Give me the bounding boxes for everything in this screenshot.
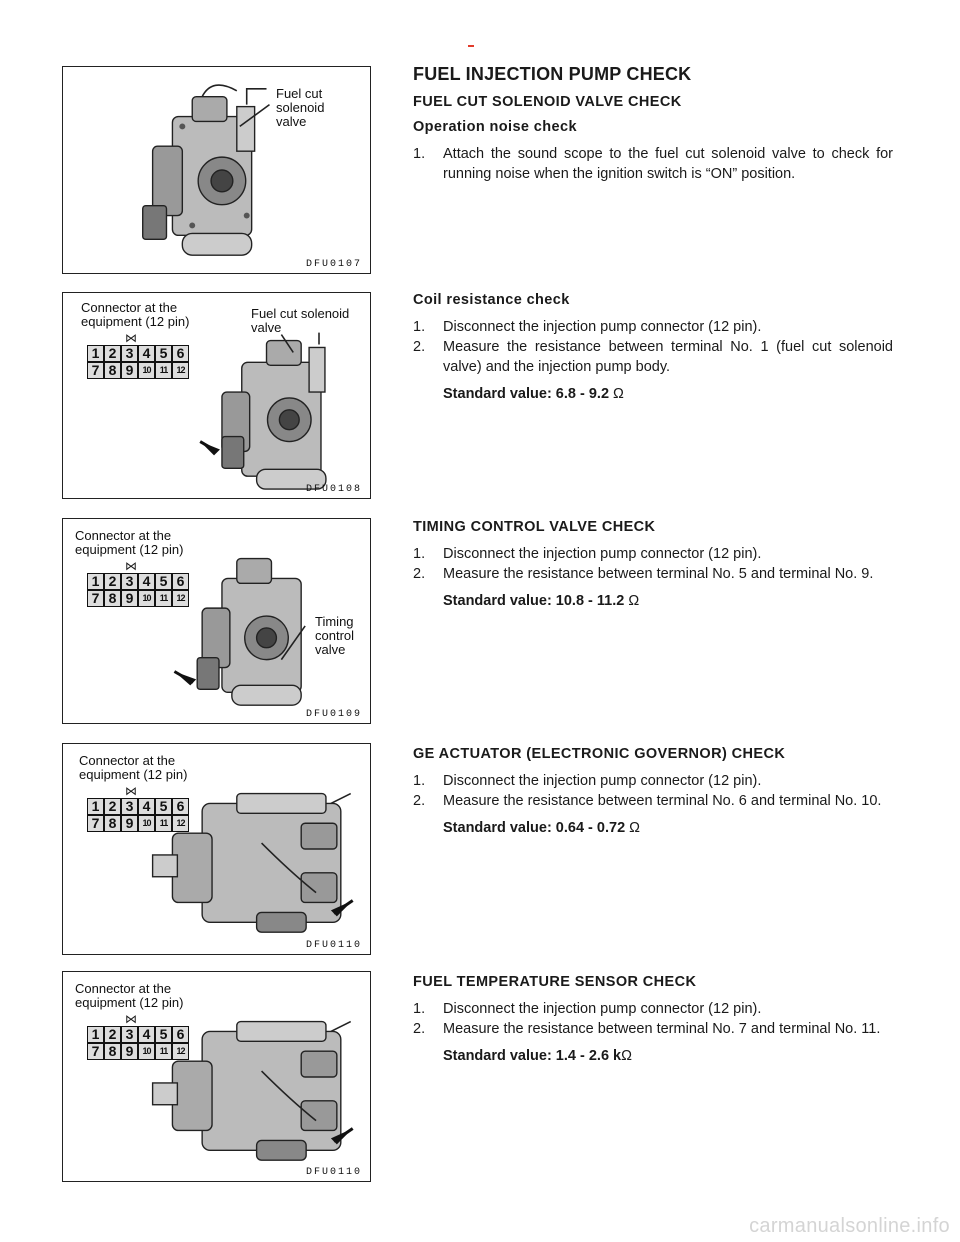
pin-12: 12 [172, 362, 189, 379]
key-mark-icon: ⋈ [125, 331, 137, 345]
ohm-symbol: Ω [621, 1048, 632, 1064]
callout-line: Timing [315, 614, 354, 629]
figure-code: DFU0110 [305, 1167, 362, 1178]
section-fuel-temperature [413, 974, 893, 1064]
callout-line: valve [315, 642, 346, 657]
pin-10: 10 [138, 590, 155, 607]
key-mark-icon: ⋈ [125, 559, 137, 573]
standard-value: Standard value: 6.8 - 9.2 Ω [443, 386, 624, 402]
step-item: 1. Disconnect the injection pump connector (12 pin). [413, 1001, 762, 1017]
pin-5: 5 [155, 573, 172, 590]
pin-11: 11 [155, 815, 172, 832]
header-mark [468, 45, 474, 47]
pin-1: 1 [87, 573, 104, 590]
pin-8: 8 [104, 1043, 121, 1060]
connector-label-line: equipment (12 pin) [81, 314, 190, 329]
section-timing-control [413, 519, 893, 609]
callout-line: Fuel cut solenoid [251, 306, 350, 321]
section-subtitle: Operation noise check [413, 119, 577, 135]
callout-line: Fuel cut [276, 86, 323, 101]
pin-1: 1 [87, 345, 104, 362]
pin-4: 4 [138, 345, 155, 362]
pin-11: 11 [155, 362, 172, 379]
step-item: 1. Disconnect the injection pump connector (12 pin). [413, 319, 762, 335]
watermark: carmanualsonline.info [749, 1215, 950, 1237]
pin-4: 4 [138, 1026, 155, 1043]
section-fuel-cut-solenoid [413, 64, 893, 184]
ohm-symbol: Ω [629, 820, 641, 836]
section-subtitle: Coil resistance check [413, 292, 570, 308]
figure-code: DFU0110 [305, 940, 362, 951]
section-title: FUEL TEMPERATURE SENSOR CHECK [413, 974, 697, 990]
pin-3: 3 [121, 798, 138, 815]
pin-5: 5 [155, 345, 172, 362]
callout-line: solenoid [276, 100, 325, 115]
pin-9: 9 [121, 815, 138, 832]
pin-2: 2 [104, 798, 121, 815]
callout-line: valve [276, 114, 307, 129]
step-item: 1. Disconnect the injection pump connector (12 pin). [413, 773, 762, 789]
connector-label-line: Connector at the [75, 528, 172, 543]
section-title: FUEL CUT SOLENOID VALVE CHECK [413, 94, 682, 110]
connector-label-line: equipment (12 pin) [79, 767, 188, 782]
pin-10: 10 [138, 362, 155, 379]
standard-value: Standard value: 0.64 - 0.72 Ω [443, 820, 641, 836]
pin-2: 2 [104, 1026, 121, 1043]
pin-4: 4 [138, 798, 155, 815]
pin-11: 11 [155, 1043, 172, 1060]
standard-value: Standard value: 10.8 - 11.2 Ω [443, 593, 640, 609]
figure-fuel-temperature [62, 971, 371, 1182]
section-ge-actuator [413, 746, 893, 836]
page-title: FUEL INJECTION PUMP CHECK [413, 64, 692, 84]
figure-timing-control [62, 518, 371, 724]
pin-6: 6 [172, 345, 189, 362]
pin-3: 3 [121, 573, 138, 590]
connector-pin-diagram [87, 345, 189, 379]
callout-line: control [315, 628, 355, 643]
pin-1: 1 [87, 1026, 104, 1043]
step-item: 2. Measure the resistance between terminal No. 1 (fuel cut solenoid valve) and the injection pump body. [413, 339, 893, 375]
pin-6: 6 [172, 1026, 189, 1043]
step-item: 2. Measure the resistance between terminal No. 5 and terminal No. 9. [413, 566, 874, 582]
step-item: 1. Attach the sound scope to the fuel cut solenoid valve to check for running noise when the ignition switch is “ON” position. [413, 146, 893, 182]
figure-ge-actuator [62, 743, 371, 955]
connector-label-line: Connector at the [75, 981, 172, 996]
figure-code: DFU0107 [305, 259, 362, 270]
ohm-symbol: Ω [628, 593, 640, 609]
pin-9: 9 [121, 1043, 138, 1060]
pin-7: 7 [87, 1043, 104, 1060]
pin-7: 7 [87, 590, 104, 607]
pin-8: 8 [104, 590, 121, 607]
step-item: 2. Measure the resistance between terminal No. 7 and terminal No. 11. [413, 1021, 881, 1037]
section-title: TIMING CONTROL VALVE CHECK [413, 519, 656, 535]
pin-10: 10 [138, 815, 155, 832]
section-coil-resistance [413, 292, 893, 402]
pin-11: 11 [155, 590, 172, 607]
figure-code: DFU0109 [305, 709, 362, 720]
connector-pin-diagram [87, 798, 189, 832]
figure-coil-resistance [62, 292, 371, 499]
connector-label-line: equipment (12 pin) [75, 542, 184, 557]
pin-3: 3 [121, 1026, 138, 1043]
pin-12: 12 [172, 1043, 189, 1060]
pin-4: 4 [138, 573, 155, 590]
step-item: 2. Measure the resistance between terminal No. 6 and terminal No. 10. [413, 793, 882, 809]
pin-2: 2 [104, 345, 121, 362]
section-title: GE ACTUATOR (ELECTRONIC GOVERNOR) CHECK [413, 746, 786, 762]
connector-label-line: Connector at the [81, 300, 178, 315]
callout-line: valve [251, 320, 282, 335]
figure-code: DFU0108 [305, 484, 362, 495]
pin-7: 7 [87, 362, 104, 379]
pin-12: 12 [172, 815, 189, 832]
ohm-symbol: Ω [613, 386, 624, 402]
pin-12: 12 [172, 590, 189, 607]
connector-label-line: Connector at the [79, 753, 176, 768]
connector-pin-diagram [87, 573, 189, 607]
step-item: 1. Disconnect the injection pump connector (12 pin). [413, 546, 762, 562]
pin-9: 9 [121, 590, 138, 607]
key-mark-icon: ⋈ [125, 784, 137, 798]
connector-pin-diagram [87, 1026, 189, 1060]
connector-label-line: equipment (12 pin) [75, 995, 184, 1010]
pin-6: 6 [172, 798, 189, 815]
pin-5: 5 [155, 798, 172, 815]
pin-8: 8 [104, 815, 121, 832]
pin-1: 1 [87, 798, 104, 815]
pin-3: 3 [121, 345, 138, 362]
key-mark-icon: ⋈ [125, 1012, 137, 1026]
pin-5: 5 [155, 1026, 172, 1043]
standard-value: Standard value: 1.4 - 2.6 kΩ [443, 1048, 632, 1064]
pin-8: 8 [104, 362, 121, 379]
pin-6: 6 [172, 573, 189, 590]
pin-9: 9 [121, 362, 138, 379]
pin-2: 2 [104, 573, 121, 590]
figure-fuel-cut-solenoid [62, 66, 371, 274]
pin-7: 7 [87, 815, 104, 832]
pin-10: 10 [138, 1043, 155, 1060]
